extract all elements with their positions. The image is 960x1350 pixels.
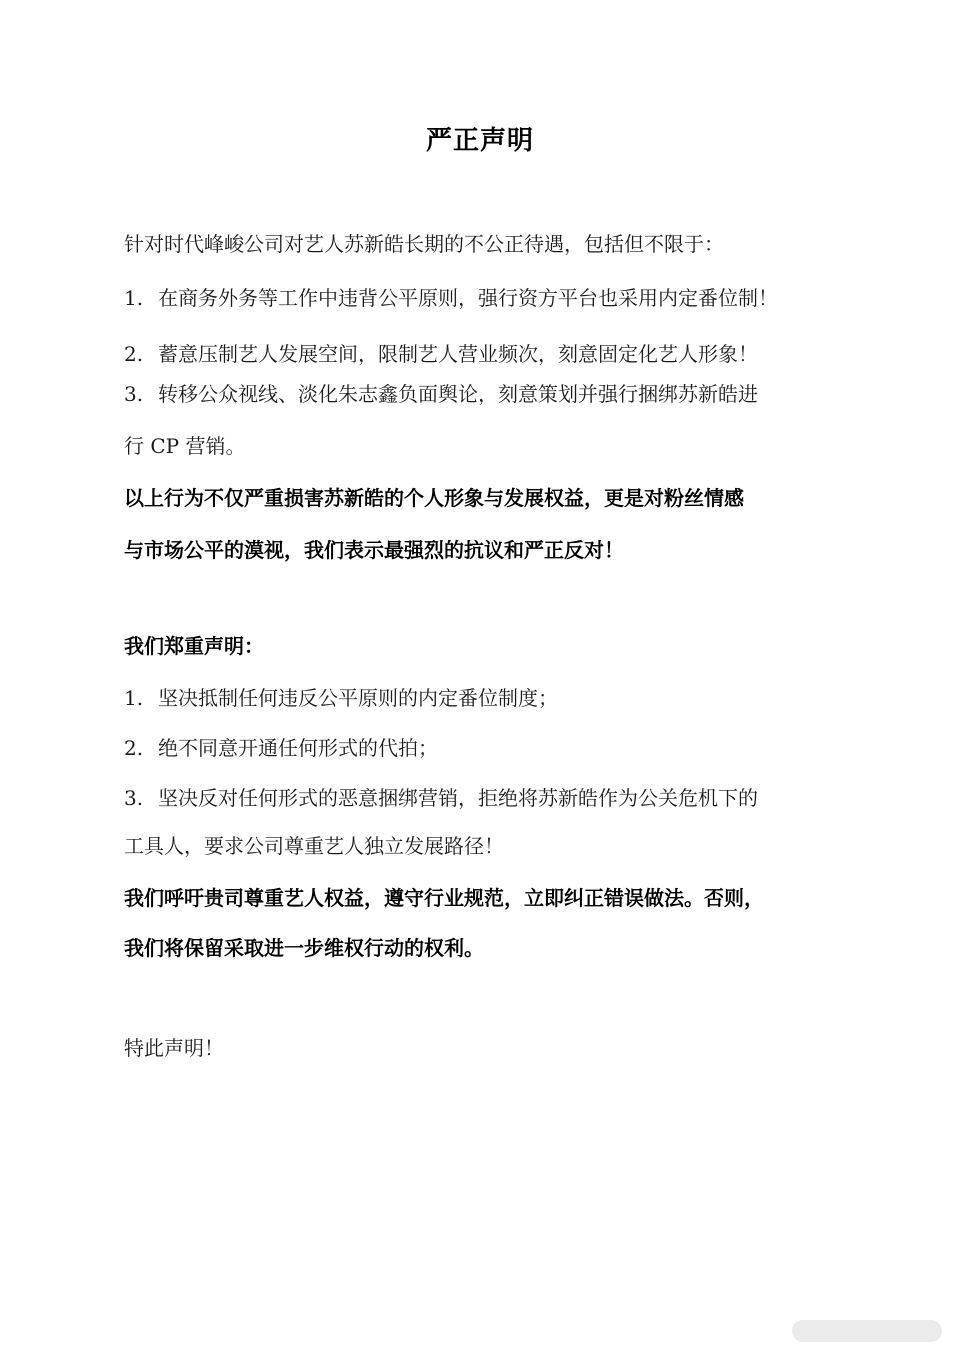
appeal-line-2: 我们将保留采取进一步维权行动的权利。: [124, 936, 484, 960]
declaration-heading: 我们郑重声明：: [124, 634, 264, 658]
declaration-item-3-continuation: 工具人，要求公司尊重艺人独立发展路径！: [124, 834, 504, 858]
declaration-number: 1.: [124, 686, 144, 710]
declaration-text: 坚决反对任何形式的恶意捆绑营销，拒绝将苏新皓作为公关危机下的: [158, 786, 758, 810]
grievance-text: 在商务外务等工作中违背公平原则，强行资方平台也采用内定番位制！: [158, 286, 778, 310]
grievance-text: 转移公众视线、淡化朱志鑫负面舆论，刻意策划并强行捆绑苏新皓进: [158, 382, 758, 406]
grievance-number: 1.: [124, 286, 144, 310]
grievance-item-3-continuation: 行 CP 营销。: [124, 434, 246, 458]
intro-paragraph: 针对时代峰峻公司对艺人苏新皓长期的不公正待遇，包括但不限于：: [124, 232, 724, 256]
declaration-text: 坚决抵制任何违反公平原则的内定番位制度；: [158, 686, 558, 710]
grievance-item-3: [124, 380, 844, 408]
appeal-line-1: 我们呼吁贵司尊重艺人权益，遵守行业规范，立即纠正错误做法。否则，: [124, 886, 764, 910]
declaration-number: 2.: [124, 736, 144, 760]
declaration-item-2: [124, 734, 844, 762]
declaration-item-3: [124, 784, 844, 812]
declaration-text: 绝不同意开通任何形式的代拍；: [158, 736, 438, 760]
grievance-item-1: [124, 284, 844, 312]
grievance-text: 蓄意压制艺人发展空间，限制艺人营业频次，刻意固定化艺人形象！: [158, 342, 758, 366]
grievance-number: 3.: [124, 382, 144, 406]
grievance-item-2: [124, 340, 844, 368]
closing-line: 特此声明！: [124, 1036, 224, 1060]
protest-line-2: 与市场公平的漠视，我们表示最强烈的抗议和严正反对！: [124, 538, 624, 562]
grievance-number: 2.: [124, 342, 144, 366]
protest-line-1: 以上行为不仅严重损害苏新皓的个人形象与发展权益，更是对粉丝情感: [124, 486, 744, 510]
declaration-number: 3.: [124, 786, 144, 810]
document-title: 严正声明: [425, 126, 534, 156]
watermark: [792, 1320, 942, 1342]
declaration-item-1: [124, 684, 844, 712]
